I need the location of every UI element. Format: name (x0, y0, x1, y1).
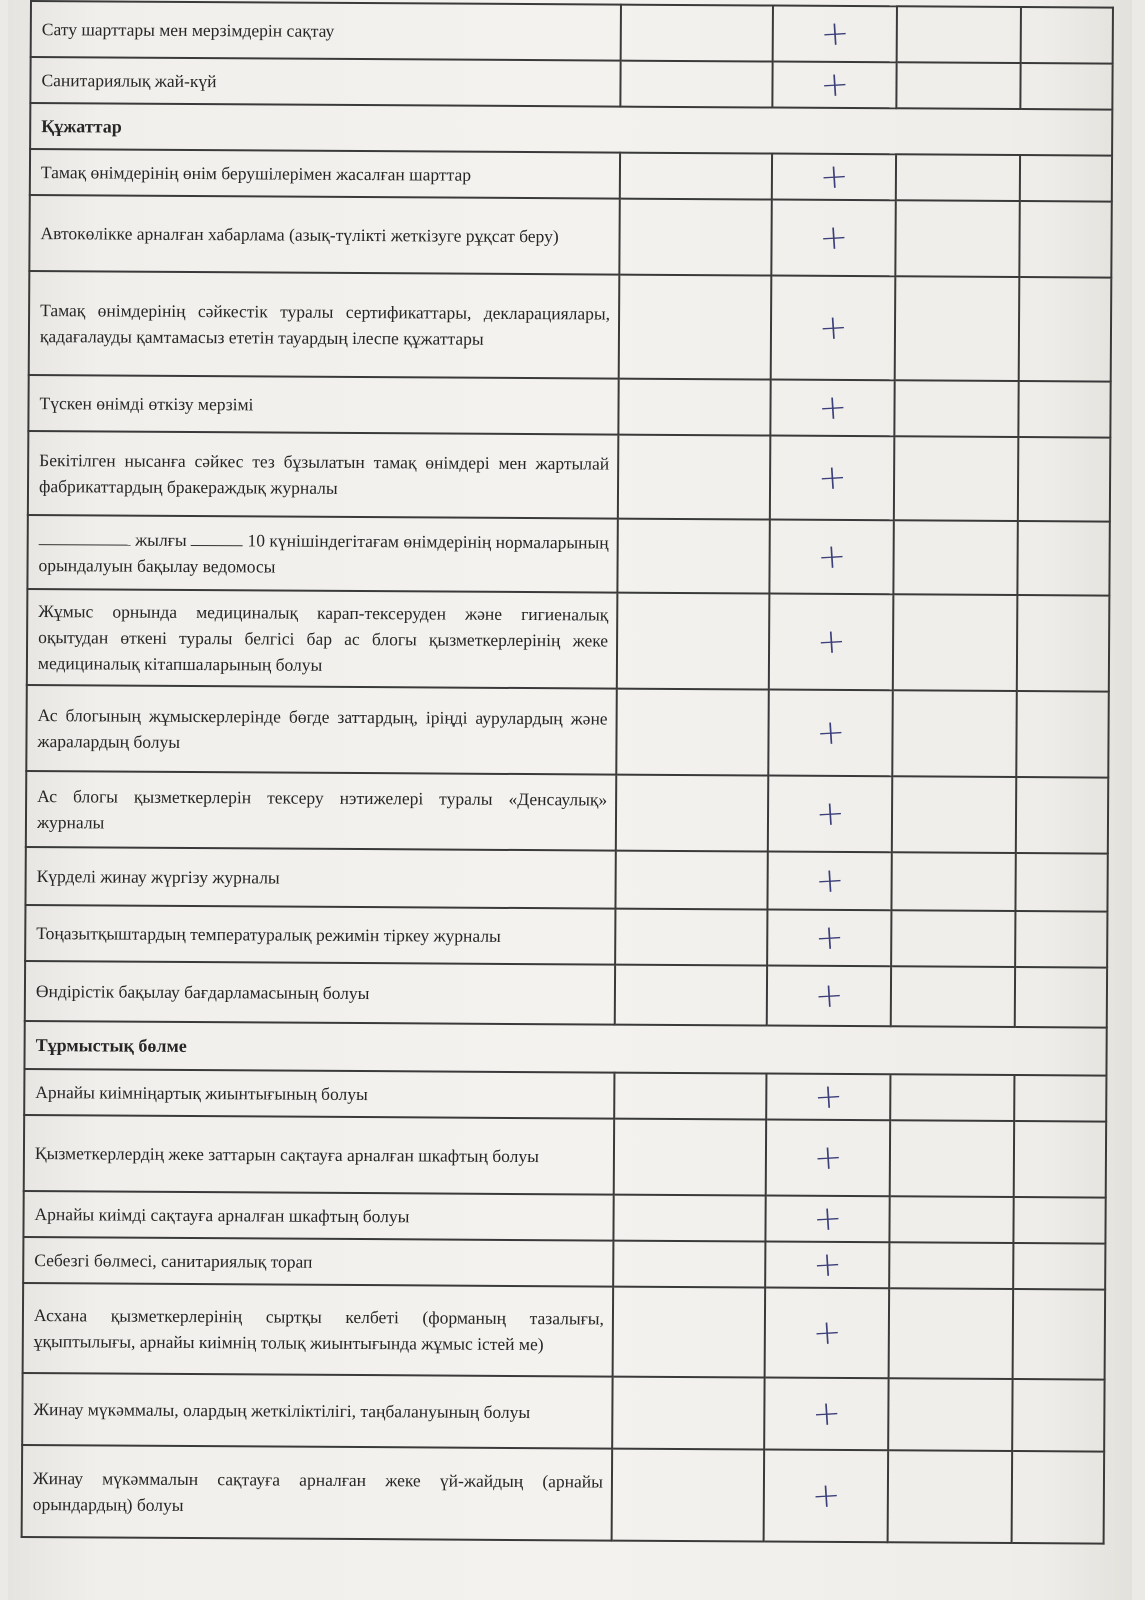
check-mark: + (768, 690, 893, 777)
empty-cell (1021, 7, 1113, 64)
check-mark: + (766, 1074, 890, 1121)
empty-cell (891, 910, 1015, 967)
empty-cell (1018, 437, 1111, 522)
checklist-table (21, 0, 1114, 1545)
empty-cell (894, 436, 1019, 521)
item-text: Жинау мүкәммалы, олардың жеткіліктілігі, таңбалануының болуы (22, 1373, 612, 1449)
check-mark: + (771, 200, 895, 277)
table-row (22, 1373, 1104, 1452)
item-text: Түскен өнімді өткізу мерзімі (28, 375, 618, 435)
table-row (28, 431, 1110, 522)
table-row (27, 515, 1109, 596)
check-mark: + (769, 520, 893, 595)
empty-cell (1014, 1075, 1106, 1122)
table-row (24, 1115, 1106, 1198)
empty-cell (1019, 201, 1111, 278)
paper-sheet (8, 0, 1132, 1600)
empty-cell (1017, 521, 1109, 596)
empty-cell (1017, 595, 1110, 692)
check-mark: + (772, 62, 896, 109)
empty-cell (1012, 1379, 1104, 1452)
empty-cell (620, 61, 772, 108)
empty-cell (896, 154, 1020, 201)
empty-cell (892, 776, 1016, 853)
table-row (22, 1445, 1105, 1544)
check-mark: + (767, 910, 891, 967)
empty-cell (896, 62, 1020, 109)
blank-line (191, 529, 243, 546)
empty-cell (1013, 1243, 1105, 1290)
section-title: Құжаттар (30, 103, 1112, 156)
table-row (23, 1191, 1105, 1244)
check-mark: + (766, 1120, 890, 1197)
empty-cell (1014, 1121, 1106, 1198)
item-text: Тоңазытқыштардың температуралық режимін тіркеу журналы (25, 905, 615, 965)
empty-cell (615, 909, 767, 966)
section-row (30, 103, 1112, 156)
empty-cell (889, 1242, 1013, 1289)
table-row (23, 1237, 1105, 1290)
item-text: Жұмыс орнында медициналық карап-тексеруден және гигиеналық оқытудан өткені туралы белгісі бар ас блогы қызметкерлерінің жеке медициналық кітапшаларының болуы (27, 589, 618, 689)
item-text: Асхана қызметкерлерінің сыртқы келбеті (форманың тазалығы, ұқыптылығы, арнайы киімнің толық жиынтығында жұмыс істей ме) (23, 1283, 614, 1377)
check-mark: + (769, 594, 894, 691)
table-row (26, 685, 1109, 778)
empty-cell (889, 1288, 1014, 1379)
empty-cell (1019, 277, 1112, 382)
table-row (26, 771, 1108, 854)
item-text: Ас блогының жұмыскерлерінде бөгде заттардың, іріңді аурулардың және жаралардың болуы (26, 685, 617, 775)
blank-line (39, 528, 131, 546)
empty-cell (890, 1120, 1014, 1197)
check-mark: + (770, 436, 895, 521)
empty-cell (613, 1241, 765, 1288)
item-text: Автокөлікке арналған хабарлама (азық-түлікті жеткізуге рұқсат беру) (29, 195, 619, 275)
table-row (29, 271, 1112, 382)
table-row (31, 1, 1113, 64)
item-text: Арнайы киімніңартық жиынтығының болуы (24, 1069, 614, 1119)
check-mark: + (768, 776, 892, 853)
table-row (28, 375, 1110, 438)
empty-cell (620, 153, 772, 200)
section-row (24, 1021, 1106, 1076)
check-mark: + (767, 966, 891, 1027)
table-row (27, 589, 1110, 692)
empty-cell (617, 519, 769, 594)
item-text: Себезгі бөлмесі, санитариялық торап (23, 1237, 613, 1287)
empty-cell (893, 520, 1017, 595)
empty-cell (1020, 155, 1112, 202)
item-text: Арнайы киімді сақтауға арналған шкафтың болуы (23, 1191, 613, 1241)
table-row (23, 1283, 1106, 1380)
item-text: Қызметкерлердің жеке заттарын сақтауға арналған шкафтың болуы (24, 1115, 614, 1195)
check-mark: + (765, 1288, 890, 1379)
empty-cell (888, 1450, 1013, 1543)
item-text: Тамақ өнімдерінің сәйкестік туралы сертификаттары, декларациялары, қадағалауды қамтамасыз ететін тауардың ілеспе құжаттары (29, 271, 620, 379)
check-mark: + (764, 1378, 888, 1451)
empty-cell (616, 689, 769, 776)
item-text: Жинау мүкәммалын сақтауға арналған жеке үй-жайдың (арнайы орындардың) болуы (22, 1445, 613, 1541)
checklist-sheet (21, 0, 1114, 1545)
item-text: Өндірістік бақылау бағдарламасының болуы (25, 961, 615, 1025)
item-text: Ас блогы қызметкерлерін тексеру нэтижелері туралы «Денсаулық» журналы (26, 771, 616, 851)
check-mark: + (773, 6, 897, 63)
empty-cell (890, 1074, 1014, 1121)
empty-cell (1015, 967, 1107, 1028)
check-mark: + (767, 852, 891, 911)
empty-cell (619, 275, 772, 380)
empty-cell (892, 690, 1017, 777)
check-mark: + (765, 1242, 889, 1289)
item-text-part: 10 күнішіндегітағам өнімдерінің нормаларының орындалуын бақылау ведомосы (38, 530, 609, 577)
table-row (29, 195, 1111, 278)
check-mark: + (772, 154, 896, 201)
empty-cell (897, 6, 1021, 63)
item-text: Тамақ өнімдерінің өнім берушілерімен жасалған шарттар (30, 149, 620, 199)
empty-cell (612, 1449, 765, 1542)
table-row (25, 961, 1107, 1028)
empty-cell (888, 1378, 1012, 1451)
table-row (24, 1069, 1106, 1122)
empty-cell (1013, 1197, 1105, 1244)
empty-cell (613, 1287, 766, 1378)
empty-cell (619, 199, 771, 276)
empty-cell (1016, 777, 1108, 854)
empty-cell (1013, 1289, 1106, 1380)
empty-cell (618, 379, 770, 436)
item-text-with-blanks (27, 515, 617, 593)
table-row (25, 847, 1107, 912)
empty-cell (889, 1196, 1013, 1243)
item-text: Бекітілген нысанға сәйкес тез бұзылатын тамақ өнімдері мен жартылай фабрикаттардың бракераждық журналы (28, 431, 619, 519)
empty-cell (613, 1195, 765, 1242)
empty-cell (1020, 63, 1112, 110)
empty-cell (1015, 853, 1107, 912)
item-text: Санитариялық жай-күй (30, 57, 620, 107)
empty-cell (895, 276, 1020, 381)
empty-cell (891, 966, 1015, 1027)
item-text: Күрделі жинау жүргізу журналы (25, 847, 615, 909)
table-row (30, 57, 1112, 110)
section-title: Тұрмыстық бөлме (24, 1021, 1106, 1076)
empty-cell (895, 200, 1019, 277)
empty-cell (621, 5, 773, 62)
check-mark: + (770, 380, 894, 437)
empty-cell (618, 435, 771, 520)
item-text-part: жылғы (135, 529, 187, 550)
item-text: Сату шарттары мен мерзімдерін сақтау (31, 1, 621, 61)
empty-cell (1015, 911, 1107, 968)
check-mark: + (764, 1450, 889, 1543)
check-mark: + (765, 1196, 889, 1243)
empty-cell (614, 1119, 766, 1196)
empty-cell (616, 775, 768, 852)
check-mark: + (771, 276, 896, 381)
empty-cell (615, 965, 767, 1026)
empty-cell (894, 380, 1018, 437)
empty-cell (1016, 691, 1109, 778)
empty-cell (891, 852, 1015, 911)
empty-cell (893, 594, 1018, 691)
empty-cell (615, 851, 767, 910)
table-row (30, 149, 1112, 202)
empty-cell (614, 1073, 766, 1120)
empty-cell (1018, 381, 1110, 438)
empty-cell (617, 593, 770, 690)
table-row (25, 905, 1107, 968)
empty-cell (612, 1377, 764, 1450)
empty-cell (1012, 1451, 1105, 1544)
